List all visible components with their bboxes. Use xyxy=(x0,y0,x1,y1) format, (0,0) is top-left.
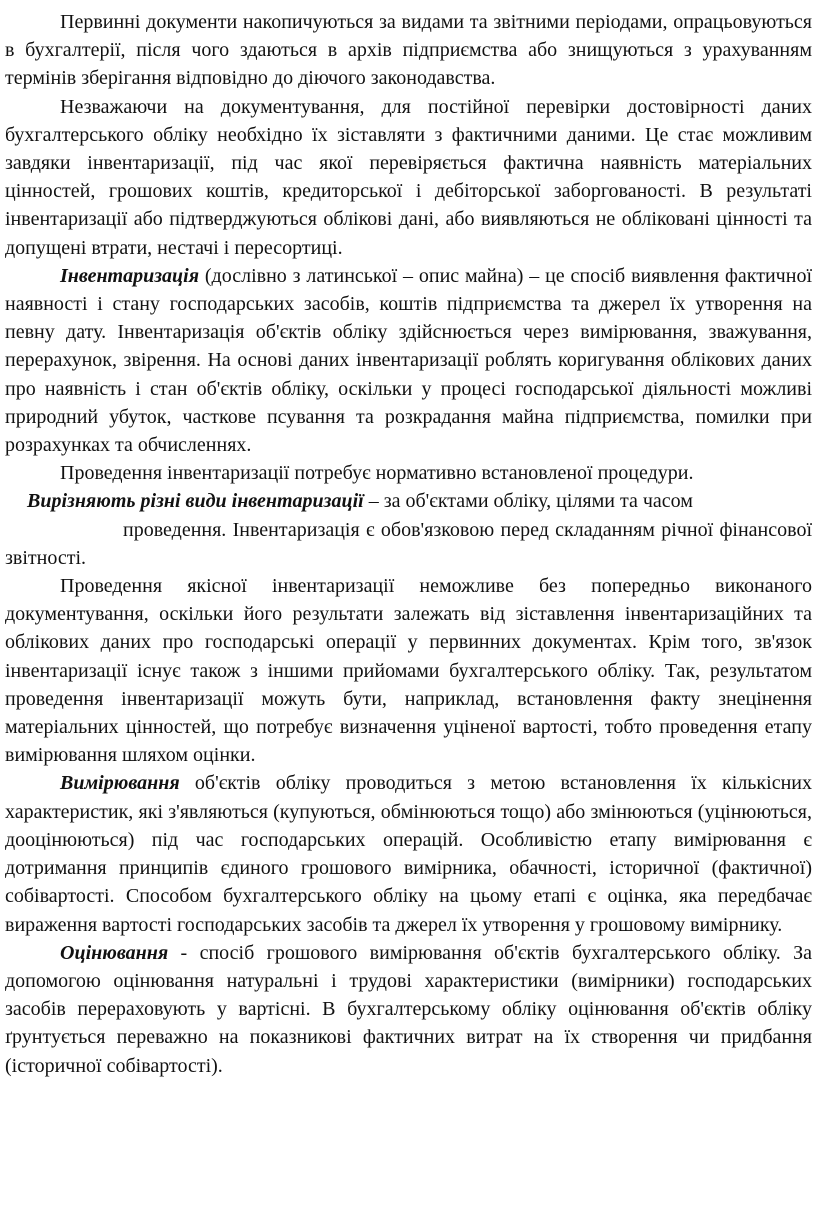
paragraph-procedure xyxy=(5,459,812,487)
paragraph-text: Проведення інвентаризації потребує нормативно встановленої процедури. xyxy=(60,462,694,485)
paragraph-measurement xyxy=(5,769,812,938)
paragraph-inventory-types xyxy=(5,487,812,515)
paragraph-text: (дослівно з латинської – опис майна) – це спосіб виявлення фактичної наявності і стану господарських засобів, коштів підприємства та джерел їх утворення на певну дату. Інвентаризація об'єктів обліку здійснюється через вимірювання, зважування, перерахунок, звірення. На основі даних інвентаризації роблять коригування облікових даних про наявність і стан об'єктів обліку, оскільки у процесі господарської діяльності можливі природний убуток, часткове псування та розкрадання майна підприємства, помилки при розрахунках та обчисленнях. xyxy=(5,264,812,457)
paragraph-inventory-purpose xyxy=(5,93,812,262)
paragraph-text: - спосіб грошового вимірювання об'єктів бухгалтерського обліку. За допомогою оцінювання натуральні і трудові характеристики (вимірники) господарських засобів перераховують у вартісні. В бухгалтерському обліку оцінювання об'єктів обліку ґрунтується переважно на показникові фактичних витрат на їх створення чи придбання (історичної собівартості). xyxy=(5,941,812,1077)
paragraph-archive xyxy=(5,8,812,93)
term-measurement: Вимірювання xyxy=(60,772,180,795)
paragraph-documentation-link xyxy=(5,572,812,769)
paragraph-text: Проведення якісної інвентаризації неможливе без попередньо виконаного документування, оскільки його результати залежать від зіставлення інвентаризаційних та облікових даних про господарські операції у первинних документах. Крім того, зв'язок інвентаризації існує також з іншими прийомами бухгалтерського обліку. Так, результатом проведення інвентаризації можуть бути, наприклад, встановлення факту знецінення матеріальних цінностей, що потребує визначення уціненої вартості, тобто проведення етапу вимірювання шляхом оцінки. xyxy=(5,575,812,767)
paragraph-inventory-definition xyxy=(5,262,812,459)
paragraph-text: Незважаючи на документування, для постійної перевірки достовірності даних бухгалтерського обліку необхідно їх зіставляти з фактичними даними. Це стає можливим завдяки інвентаризації, під час якої перевіряється фактична наявність матеріальних цінностей, грошових коштів, кредиторської і дебіторської заборгованості. В результаті інвентаризації або підтверджуються облікові дані, або виявляються не обліковані цінності та допущені втрати, нестачі і пересортиці. xyxy=(5,95,812,259)
paragraph-text: проведення. Інвентаризація є обов'язковою перед складанням річної фінансової звітності. xyxy=(5,518,812,569)
paragraph-valuation xyxy=(5,939,812,1080)
term-inventory: Інвентаризація xyxy=(60,264,200,287)
paragraph-inventory-types-continued xyxy=(5,516,812,572)
paragraph-text: об'єктів обліку проводиться з метою встановлення їх кількісних характеристик, які з'являються (купуються, обмінюються тощо) або змінюються (уцінюються, дооцінюються) під час господарських операцій. Особливістю етапу вимірювання є дотримання принципів єдиного грошового вимірника, обачності, історичної (фактичної) собівартості. Способом бухгалтерського обліку на цьому етапі є оцінка, яка передбачає вираження вартості господарських засобів та джерел їх утворення у грошовому вимірнику. xyxy=(5,772,812,936)
term-inventory-types: Вирізняють різні види інвентаризації xyxy=(27,490,364,513)
paragraph-text: Первинні документи накопичуються за видами та звітними періодами, опрацьовуються в бухгалтерії, після чого здаються в архів підприємства або знищуються з урахуванням термінів зберігання відповідно до діючого законодавства. xyxy=(5,11,812,90)
paragraph-text: – за об'єктами обліку, цілями та часом xyxy=(363,490,693,513)
term-valuation: Оцінювання xyxy=(60,941,169,964)
